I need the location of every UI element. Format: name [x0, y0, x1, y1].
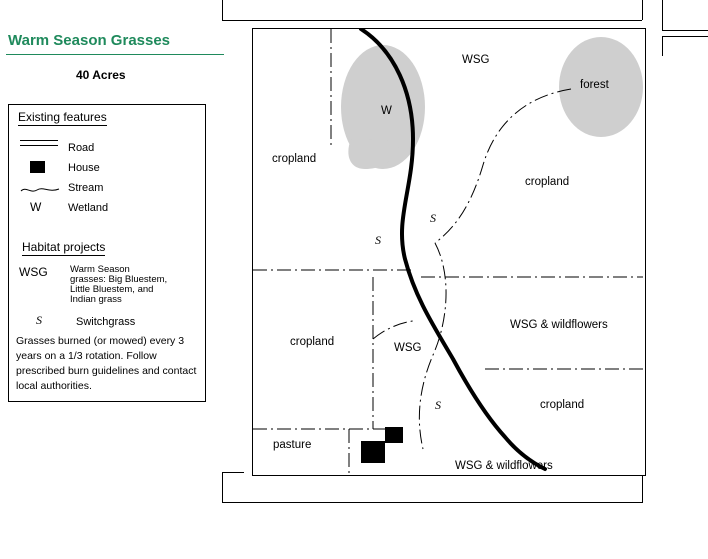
- legend-existing-title: Existing features: [18, 110, 107, 124]
- burn-management-note: Grasses burned (or mowed) every 3 years on a 1/3 rotation. Follow prescribed burn guidelines and contact local authorities.: [16, 335, 197, 392]
- frame-right-box-top: [662, 36, 708, 37]
- frame-left-lower-rule: [222, 472, 244, 473]
- map-label-switch-mid: S: [375, 233, 381, 247]
- map-vector-layer: [253, 29, 643, 473]
- frame-left-lower-stem: [222, 472, 223, 502]
- acreage-label: 40 Acres: [76, 68, 126, 82]
- farm-map: [252, 28, 646, 476]
- frame-right-box-left: [662, 36, 663, 56]
- map-label-cropland-se: cropland: [540, 399, 585, 411]
- map-label-cropland-nw: cropland: [272, 153, 317, 165]
- house-marker: [361, 441, 385, 463]
- map-label-pasture: pasture: [273, 439, 312, 451]
- legend-label-wsg: [70, 265, 195, 305]
- house-marker: [385, 427, 403, 443]
- map-label-cropland-sw: cropland: [290, 336, 335, 348]
- map-label-wsg-wildflowers-mid: WSG & wildflowers: [510, 319, 608, 331]
- frame-topright-box-left: [662, 0, 663, 30]
- legend-label-switchgrass: Switchgrass: [76, 316, 136, 328]
- legend-habitat-title: Habitat projects: [22, 240, 106, 254]
- map-label-wsg-top: WSG: [462, 54, 490, 66]
- frame-bottom-right-stem: [642, 474, 643, 503]
- map-label-forest: forest: [580, 79, 609, 91]
- stream-icon: [20, 182, 60, 192]
- boundary-ne-curve: [435, 89, 571, 243]
- legend-label-stream: Stream: [68, 182, 104, 194]
- map-label-wetland-w: W: [381, 105, 392, 117]
- frame-top-right-rule: [642, 0, 643, 20]
- page-title: Warm Season Grasses: [8, 32, 171, 49]
- legend-label-wsg-line1: Warm Season: [70, 264, 130, 275]
- map-label-switch-s: S: [435, 398, 441, 412]
- road-icon: [20, 140, 58, 147]
- frame-top-left-segment: [222, 0, 223, 20]
- legend-label-road: Road: [68, 142, 95, 154]
- switchgrass-icon: S: [36, 313, 42, 327]
- frame-top-left-rule: [222, 20, 642, 21]
- frame-bottom-rule: [222, 502, 642, 503]
- boundary-wsg-hook: [373, 321, 413, 339]
- legend-label-wsg-line2: grasses: Big Bluestem,: [70, 274, 168, 285]
- legend-label-wsg-line3: Little Bluestem, and: [70, 284, 154, 295]
- house-icon: [30, 161, 45, 173]
- boundary-mid-curve: [419, 243, 446, 449]
- legend-label-house: House: [68, 162, 100, 174]
- wsg-icon: WSG: [19, 265, 48, 279]
- wetland-icon: W: [30, 200, 42, 214]
- legend-label-wetland: Wetland: [68, 202, 109, 214]
- map-label-wsg-wildflowers-s: WSG & wildflowers: [455, 460, 553, 472]
- map-label-wsg-mid: WSG: [394, 342, 422, 354]
- map-label-cropland-ne: cropland: [525, 176, 570, 188]
- legend-label-wsg-line4: Indian grass: [70, 294, 122, 305]
- page-title-underline: [6, 54, 224, 55]
- map-label-switch-ne: S: [430, 211, 436, 225]
- frame-topright-box-bottom: [662, 30, 708, 31]
